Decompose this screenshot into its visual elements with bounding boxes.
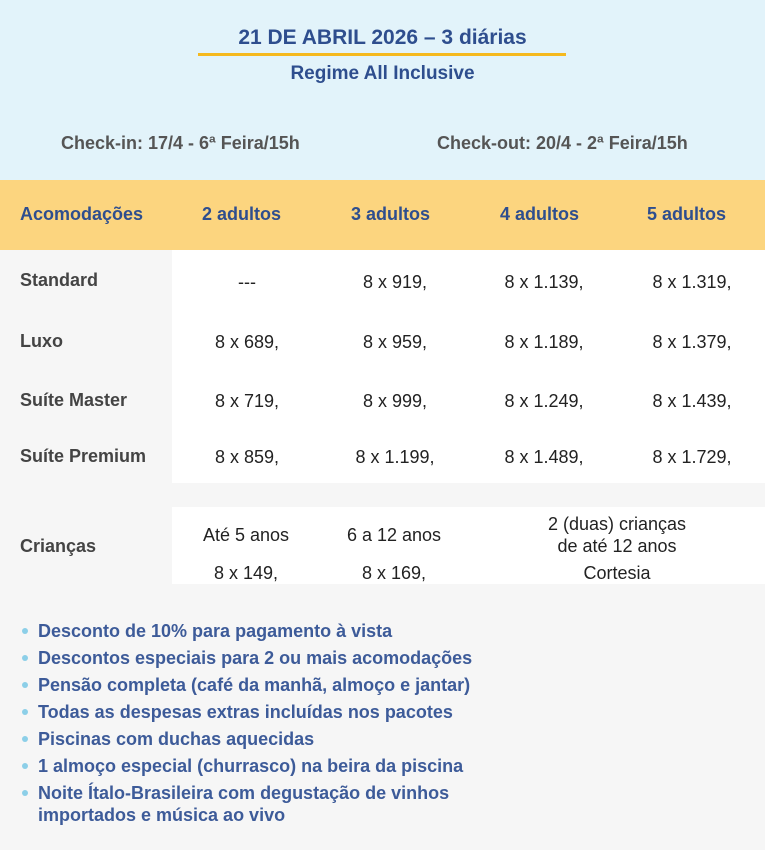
table-cell: 8 x 919, <box>362 272 428 292</box>
children-courtesy: Cortesia <box>583 563 651 583</box>
benefit-text: Descontos especiais para 2 ou mais acomodações <box>38 648 473 668</box>
children-price: 8 x 149, <box>213 563 279 583</box>
row-label-luxo: Luxo <box>20 331 63 351</box>
children-free-line1: 2 (duas) crianças <box>547 514 687 534</box>
list-item <box>22 782 522 826</box>
benefit-text: Noite Ítalo-Brasileira com degustação de vinhos importados e música ao vivo <box>38 783 450 825</box>
table-cell: 8 x 1.249, <box>504 391 584 411</box>
table-cell: 8 x 689, <box>214 332 280 352</box>
table-cell: --- <box>238 272 256 292</box>
checkin-info: Check-in: 17/4 - 6ª Feira/15h <box>61 133 300 153</box>
table-cell: 8 x 1.489, <box>504 447 584 467</box>
benefit-text: Pensão completa (café da manhã, almoço e jantar) <box>38 675 471 695</box>
table-cell: 8 x 1.439, <box>652 391 732 411</box>
table-cell: 8 x 999, <box>362 391 428 411</box>
benefit-text: 1 almoço especial (churrasco) na beira da piscina <box>38 756 464 776</box>
row-label-suite-master: Suíte Master <box>20 390 128 410</box>
row-label-children: Crianças <box>20 536 97 556</box>
children-price: 8 x 169, <box>361 563 427 583</box>
bullet-icon <box>22 709 28 715</box>
column-header-5-adults: 5 adultos <box>647 204 727 224</box>
row-label-standard: Standard <box>20 270 99 290</box>
bullet-icon <box>22 790 28 796</box>
table-cell: 8 x 859, <box>214 447 280 467</box>
table-cell: 8 x 959, <box>362 332 428 352</box>
table-cell: 8 x 1.729, <box>652 447 732 467</box>
checkout-info: Check-out: 20/4 - 2ª Feira/15h <box>437 133 688 153</box>
list-item <box>22 728 742 750</box>
table-cell: 8 x 1.199, <box>355 447 435 467</box>
benefit-text: Desconto de 10% para pagamento à vista <box>38 621 393 641</box>
table-cell: 8 x 1.379, <box>652 332 732 352</box>
row-label-suite-premium: Suíte Premium <box>20 446 147 466</box>
column-header-accommodations: Acomodações <box>20 204 144 224</box>
table-cell: 8 x 1.189, <box>504 332 584 352</box>
children-free-line2: de até 12 anos <box>557 536 677 556</box>
bullet-icon <box>22 682 28 688</box>
benefits-list <box>22 620 742 831</box>
table-cell: 8 x 719, <box>214 391 280 411</box>
page-title: 21 DE ABRIL 2026 – 3 diárias <box>238 26 527 49</box>
title-underline <box>198 53 566 56</box>
bullet-icon <box>22 736 28 742</box>
list-item <box>22 647 742 669</box>
table-cell: 8 x 1.319, <box>652 272 732 292</box>
bullet-icon <box>22 655 28 661</box>
column-header-4-adults: 4 adultos <box>500 204 580 224</box>
column-header-3-adults: 3 adultos <box>351 204 431 224</box>
list-item <box>22 755 742 777</box>
children-age-group: 6 a 12 anos <box>346 525 442 545</box>
benefit-text: Piscinas com duchas aquecidas <box>38 729 315 749</box>
children-age-group: Até 5 anos <box>202 525 290 545</box>
table-cell: 8 x 1.139, <box>504 272 584 292</box>
column-header-2-adults: 2 adultos <box>202 204 282 224</box>
benefit-text: Todas as despesas extras incluídas nos pacotes <box>38 702 453 722</box>
list-item <box>22 620 742 642</box>
bullet-icon <box>22 763 28 769</box>
list-item <box>22 701 742 723</box>
page-subtitle: Regime All Inclusive <box>290 63 475 84</box>
bullet-icon <box>22 628 28 634</box>
list-item <box>22 674 742 696</box>
